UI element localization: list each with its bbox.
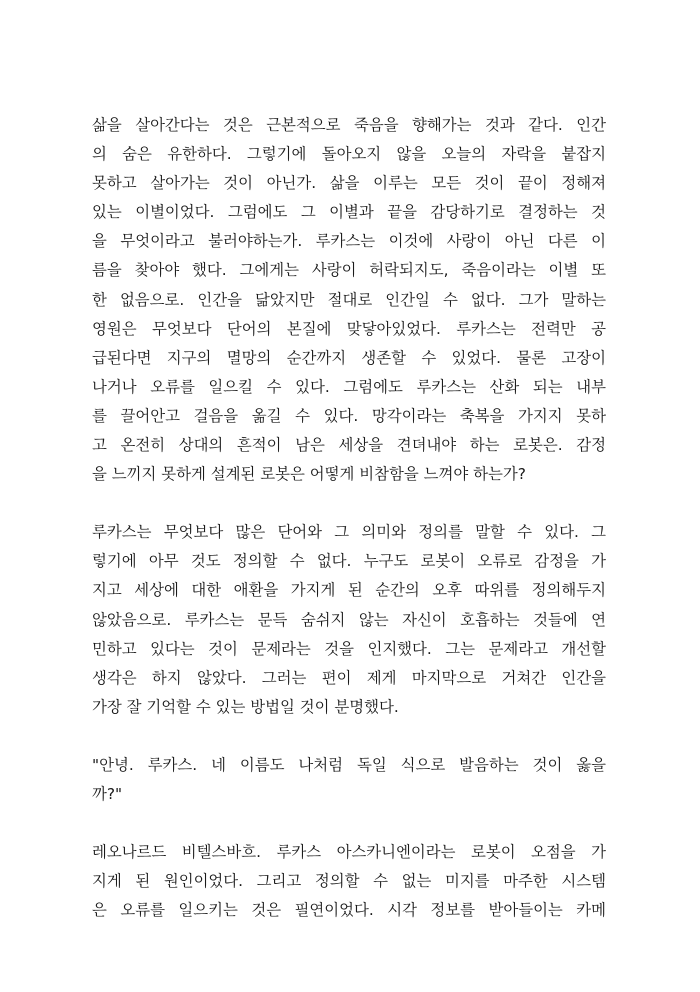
- text-line: 삶을 살아간다는 것은 근본적으로 죽음을 향해가는 것과 같다. 인간: [92, 116, 606, 134]
- text-line: 름을 찾아야 했다. 그에게는 사랑이 허락되지도, 죽음이라는 이별 또: [92, 261, 606, 280]
- text-line: 민하고 있다는 것이 문제라는 것을 인지했다. 그는 문제라고 개선할: [92, 639, 606, 658]
- text-line: 급된다면 지구의 멸망의 순간까지 생존할 수 있었다. 물론 고장이: [92, 348, 606, 367]
- text-line: 영원은 무엇보다 단어의 본질에 맞닿아있었다. 루카스는 전력만 공: [92, 319, 606, 338]
- paragraph-2: [92, 518, 606, 722]
- text-line: 생각은 하지 않았다. 그러는 편이 제게 마지막으로 거쳐간 인간을: [92, 668, 606, 687]
- text-line: 를 끌어안고 걸음을 옮길 수 있다. 망각이라는 축복을 가지지 못하: [92, 406, 606, 425]
- text-line: 가장 잘 기억할 수 있는 방법일 것이 분명했다.: [92, 697, 399, 716]
- text-line: 의 숨은 유한하다. 그렇기에 돌아오지 않을 오늘의 자락을 붙잡지: [92, 145, 606, 164]
- text-line: 있는 이별이었다. 그럼에도 그 이별과 끝을 감당하기로 결정하는 것: [92, 203, 606, 222]
- text-line: 레오나르드 비텔스바흐. 루카스 아스카니엔이라는 로봇이 오점을 가: [92, 843, 606, 862]
- paragraph-1: [92, 111, 606, 489]
- text-line: 루카스는 무엇보다 많은 단어와 그 의미와 정의를 말할 수 있다. 그: [92, 523, 606, 542]
- text-line: 고 온전히 상대의 흔적이 남은 세상을 견뎌내야 하는 로봇은. 감정: [92, 436, 606, 455]
- text-line: 렇기에 아무 것도 정의할 수 없다. 누구도 로봇이 오류로 감정을 가: [92, 552, 606, 571]
- document-body: [92, 111, 606, 954]
- text-line: 을 무엇이라고 불러야하는가. 루카스는 이것에 사랑이 아닌 다른 이: [92, 232, 606, 251]
- paragraph-3-dialogue: [92, 751, 606, 809]
- text-line: 을 느끼지 못하게 설계된 로봇은 어떻게 비참함을 느껴야 하는가?: [92, 465, 526, 484]
- text-line: 은 오류를 일으키는 것은 필연이었다. 시각 정보를 받아들이는 카메: [92, 901, 606, 920]
- text-line: 않았음으로. 루카스는 문득 숨쉬지 않는 자신이 호흡하는 것들에 연: [92, 610, 606, 629]
- text-line: 못하고 살아가는 것이 아닌가. 삶을 이루는 모든 것이 끝이 정해져: [92, 174, 606, 193]
- text-line: 지게 된 원인이었다. 그리고 정의할 수 없는 미지를 마주한 시스템: [92, 872, 606, 891]
- text-line: 나거나 오류를 일으킬 수 있다. 그럼에도 루카스는 산화 되는 내부: [92, 377, 606, 396]
- text-line: "안녕. 루카스. 네 이름도 나처럼 독일 식으로 발음하는 것이 옳을: [92, 755, 606, 774]
- text-line: 한 없음으로. 인간을 닮았지만 절대로 인간일 수 없다. 그가 말하는: [92, 290, 606, 309]
- text-line: 까?": [92, 784, 123, 803]
- paragraph-4: [92, 838, 606, 925]
- text-line: 지고 세상에 대한 애환을 가지게 된 순간의 오후 따위를 정의해두지: [92, 581, 606, 600]
